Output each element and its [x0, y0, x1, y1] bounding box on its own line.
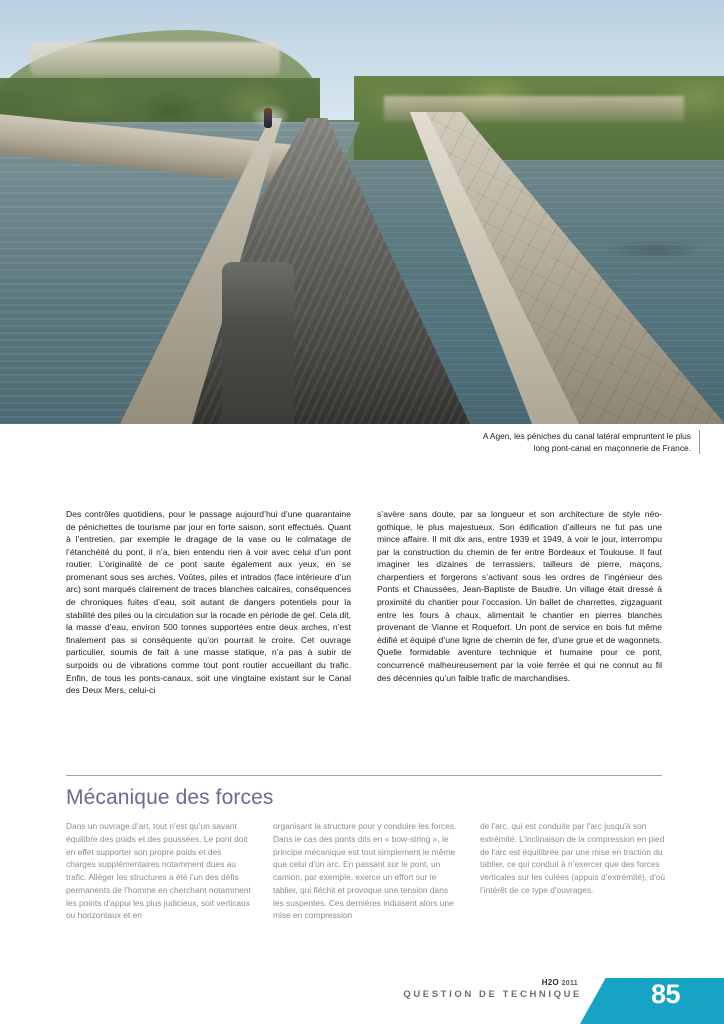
- body-column-left: [66, 508, 351, 697]
- section-divider: [66, 775, 662, 776]
- body-column-right: [377, 508, 662, 697]
- photo-hilltop-buildings: [30, 42, 280, 76]
- section-paragraph: organisant la structure pour y conduire les forces. Dans le cas des ponts dits en « bow-string », le principe mécanique est tout simplement le même que celui d'un arc. En passant sur le pont, un camion, par exemple, exerce un effort sur le tablier, qui fléchit et provoque une tension dans les suspentes. Ces dernières induisent alors une mise en compression: [273, 821, 457, 921]
- section-body: [66, 820, 666, 922]
- footer-issue-year: 2011: [561, 980, 578, 987]
- footer-rubric: QUESTION DE TECHNIQUE: [403, 989, 582, 1000]
- section-column-1: [66, 820, 251, 922]
- photo-foreground-stone-block: [222, 262, 294, 424]
- section-paragraph: de l'arc, qui est conduite par l'arc jusqu'à son extrémité. L’inclinaison de la compression en pied de l'arc est équilibrée par une mise en traction du tablier, ce qui conduit à n’exercer que des forces verticales sur les culées (appuis d’extrémité), d'où l’intérêt de ce type d'ouvrages.: [480, 821, 665, 895]
- footer-issue: [542, 978, 578, 987]
- section-title: Mécanique des forces: [66, 786, 274, 809]
- article-body: [66, 508, 662, 697]
- page-footer: [0, 978, 724, 1024]
- section-paragraph: Dans un ouvrage d’art, tout n’est qu’un savant équilibre des poids et des poussées. Le pont doit en effet supporter son propre poids et des charges supplémentaires notamment dues au trafic. Alléger les structures a été l’un des défis permanents de l’homme en cherchant notamment les points d’appui les plus judicieux, soit verticaux ou horizontaux et en: [66, 821, 251, 921]
- photo-walking-figure: [264, 108, 272, 128]
- section-column-2: [273, 820, 458, 922]
- section-column-3: [480, 820, 665, 922]
- footer-issue-name: H2O: [541, 978, 560, 987]
- article-photo: [0, 0, 724, 424]
- page-number: 85: [650, 979, 680, 1009]
- footer-accent-shape: [561, 978, 724, 1024]
- photo-caption: A Agen, les péniches du canal latéral empruntent le plus long pont-canal en maçonnerie de France.: [471, 430, 700, 454]
- body-paragraph: s’avère sans doute, par sa longueur et son architecture de style néo-gothique, le plus majestueux. Son édification d’ailleurs ne fut pas une mince affaire. Il mit dix ans, entre 1939 et 1949, à voir le jour, interrompu par la construction du chemin de fer entre Bordeaux et Toulouse. Il faut imaginer les dizaines de terrassiers, tailleurs de pierre, maçons, charpentiers et forgerons s’activant sous les ordres de l’ingénieur des Ponts et Chaussées, Jean-Baptiste de Baudre. Un village était dressé à proximité du chantier pour l’occasion. Un ballet de charrettes, zigzaguant entre les fours à chaux, alimentait le chantier en pierres blanches provenant de Vianne et Roquefort. Un pont de service en bois fut même édifié et équipé d’une ligne de chemin de fer, d’une grue et de wagonnets. Quelle formidable aventure technique et humaine pour ce pont, concurrencé malheureusement par la voie ferrée et qui ne connut au fil des décennies qu’un faible trafic de marchandises.: [377, 509, 662, 683]
- body-paragraph: Des contrôles quotidiens, pour le passage aujourd’hui d’une quarantaine de pénichettes de tourisme par jour en forte saison, sont effectués. Quant à l’entretien, par exemple le dragage de la vase ou le colmatage de l’étanchéité du pont, il n’a, bien entendu rien à voir avec celui d’un pont routier. L’originalité de ce pont saute également aux yeux, en se promenant sous ses arches. Voûtes, piles et intrados (face intérieure d’un arc) sont marqués clairement de traces blanches calcaires, conséquences de chroniques fuites d’eau, soit autant de dangers potentiels pour la stabilité des piles ou la circulation sur la rocade en période de gel. Cela dit, la masse d’eau, environ 500 tonnes supportées entre deux arches, n’est finalement pas si conséquente qu’on pourrait le croire. Cet ouvrage particulier, soumis de fait à une masse statique, n’a pas à subir de surpoids ou de vibrations comme tout pont routier accueillant du trafic. Enfin, de tous les ponts-canaux, soit une vingtaine existant sur le Canal des Deux Mers, celui-ci: [66, 509, 351, 696]
